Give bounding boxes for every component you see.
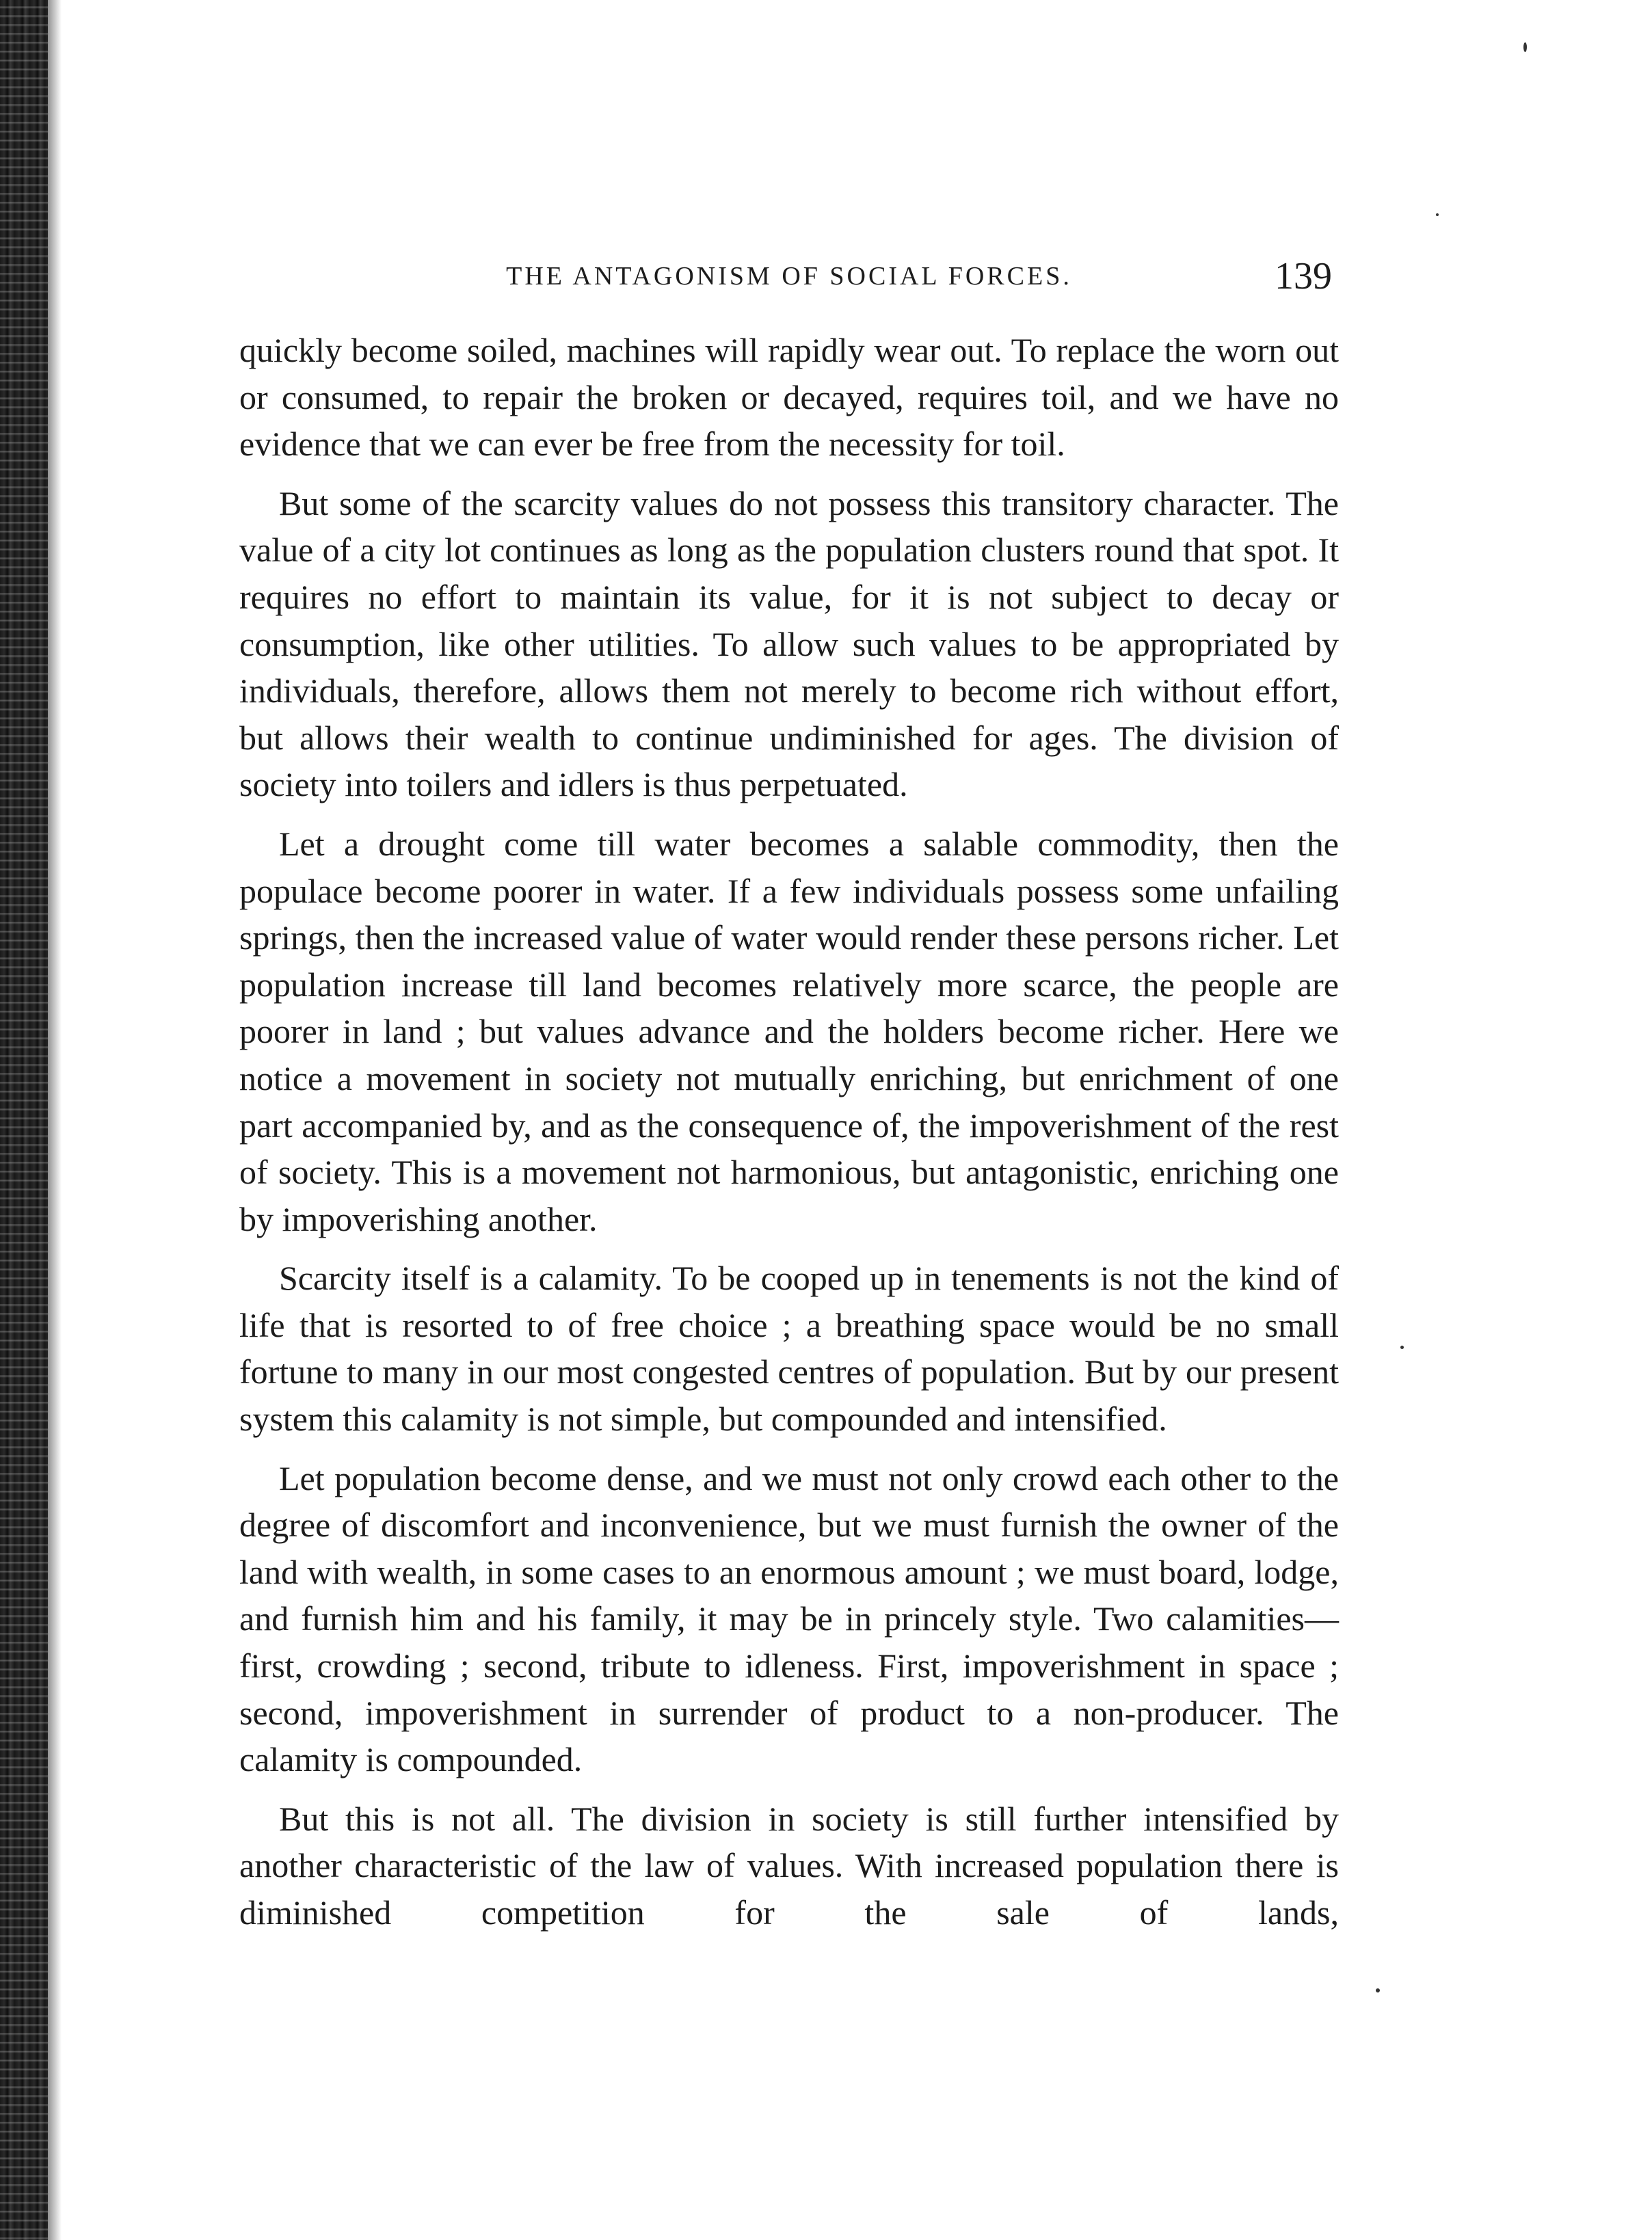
page-body [239, 327, 1339, 1949]
paragraph: quickly become soiled, machines will rapidly wear out. To replace the worn out or consumed, to repair the broken or decayed, requires toil, and we have no evidence that we can ever be free from the necessity for toil. [239, 331, 1339, 464]
paragraph: But this is not all. The division in society is still further intensified by another characteristic of the law of values. With increased population there is diminished competition for the sale of lands, [239, 1799, 1339, 1932]
paragraph: Let a drought come till water becomes a salable commodity, then the populace become poorer in water. If a few individuals possess some unfailing springs, then the increased value of water would render these persons richer. Let population increase till land becomes relatively more scarce, the people are poorer in land ; but values advance and the holders become richer. Here we notice a movement in society not mutually enriching, but enrichment of one part accompanied by, and as the consequence of, the impoverishment of the rest of society. This is a movement not harmonious, but antagonistic, enriching one by impoverishing another. [239, 824, 1339, 1238]
paragraph: Let population become dense, and we must not only crowd each other to the degree of discomfort and inconvenience, but we must furnish the owner of the land with wealth, in some cases to an enormous amount ; we must board, lodge, and furnish him and his family, it may be in princely style. Two calamities—first, crowding ; second, tribute to idleness. First, impoverishment in space ; second, impoverishment in surrender of product to a non-producer. The calamity is compounded. [239, 1458, 1339, 1779]
page-number: 139 [1275, 255, 1332, 297]
paragraph: Scarcity itself is a calamity. To be cooped up in tenements is not the kind of life that is resorted to of free choice ; a breathing space would be no small fortune to many in our most congested centres of population. But by our present system this calamity is not simple, but compounded and intensified. [239, 1259, 1339, 1439]
binding-shadow [48, 0, 62, 2240]
scan-speck [1523, 42, 1527, 52]
running-head: THE ANTAGONISM OF SOCIAL FORCES. [506, 262, 1072, 291]
page-header [239, 254, 1339, 302]
scan-speck [1400, 1346, 1404, 1349]
scan-speck [1376, 1988, 1380, 1992]
paragraph: But some of the scarcity values do not possess this transitory character. The value of a city lot continues as long as the population clusters round that spot. It requires no effort to maintain its value, for it is not subject to decay or consumption, like other utilities. To allow such values to be appropriated by individuals, therefore, allows them not merely to become rich without effort, but allows their wealth to continue undiminished for ages. The division of society into toilers and idlers is thus perpetuated. [239, 483, 1339, 804]
scan-speck [1436, 213, 1439, 216]
book-binding-edge [0, 0, 48, 2240]
